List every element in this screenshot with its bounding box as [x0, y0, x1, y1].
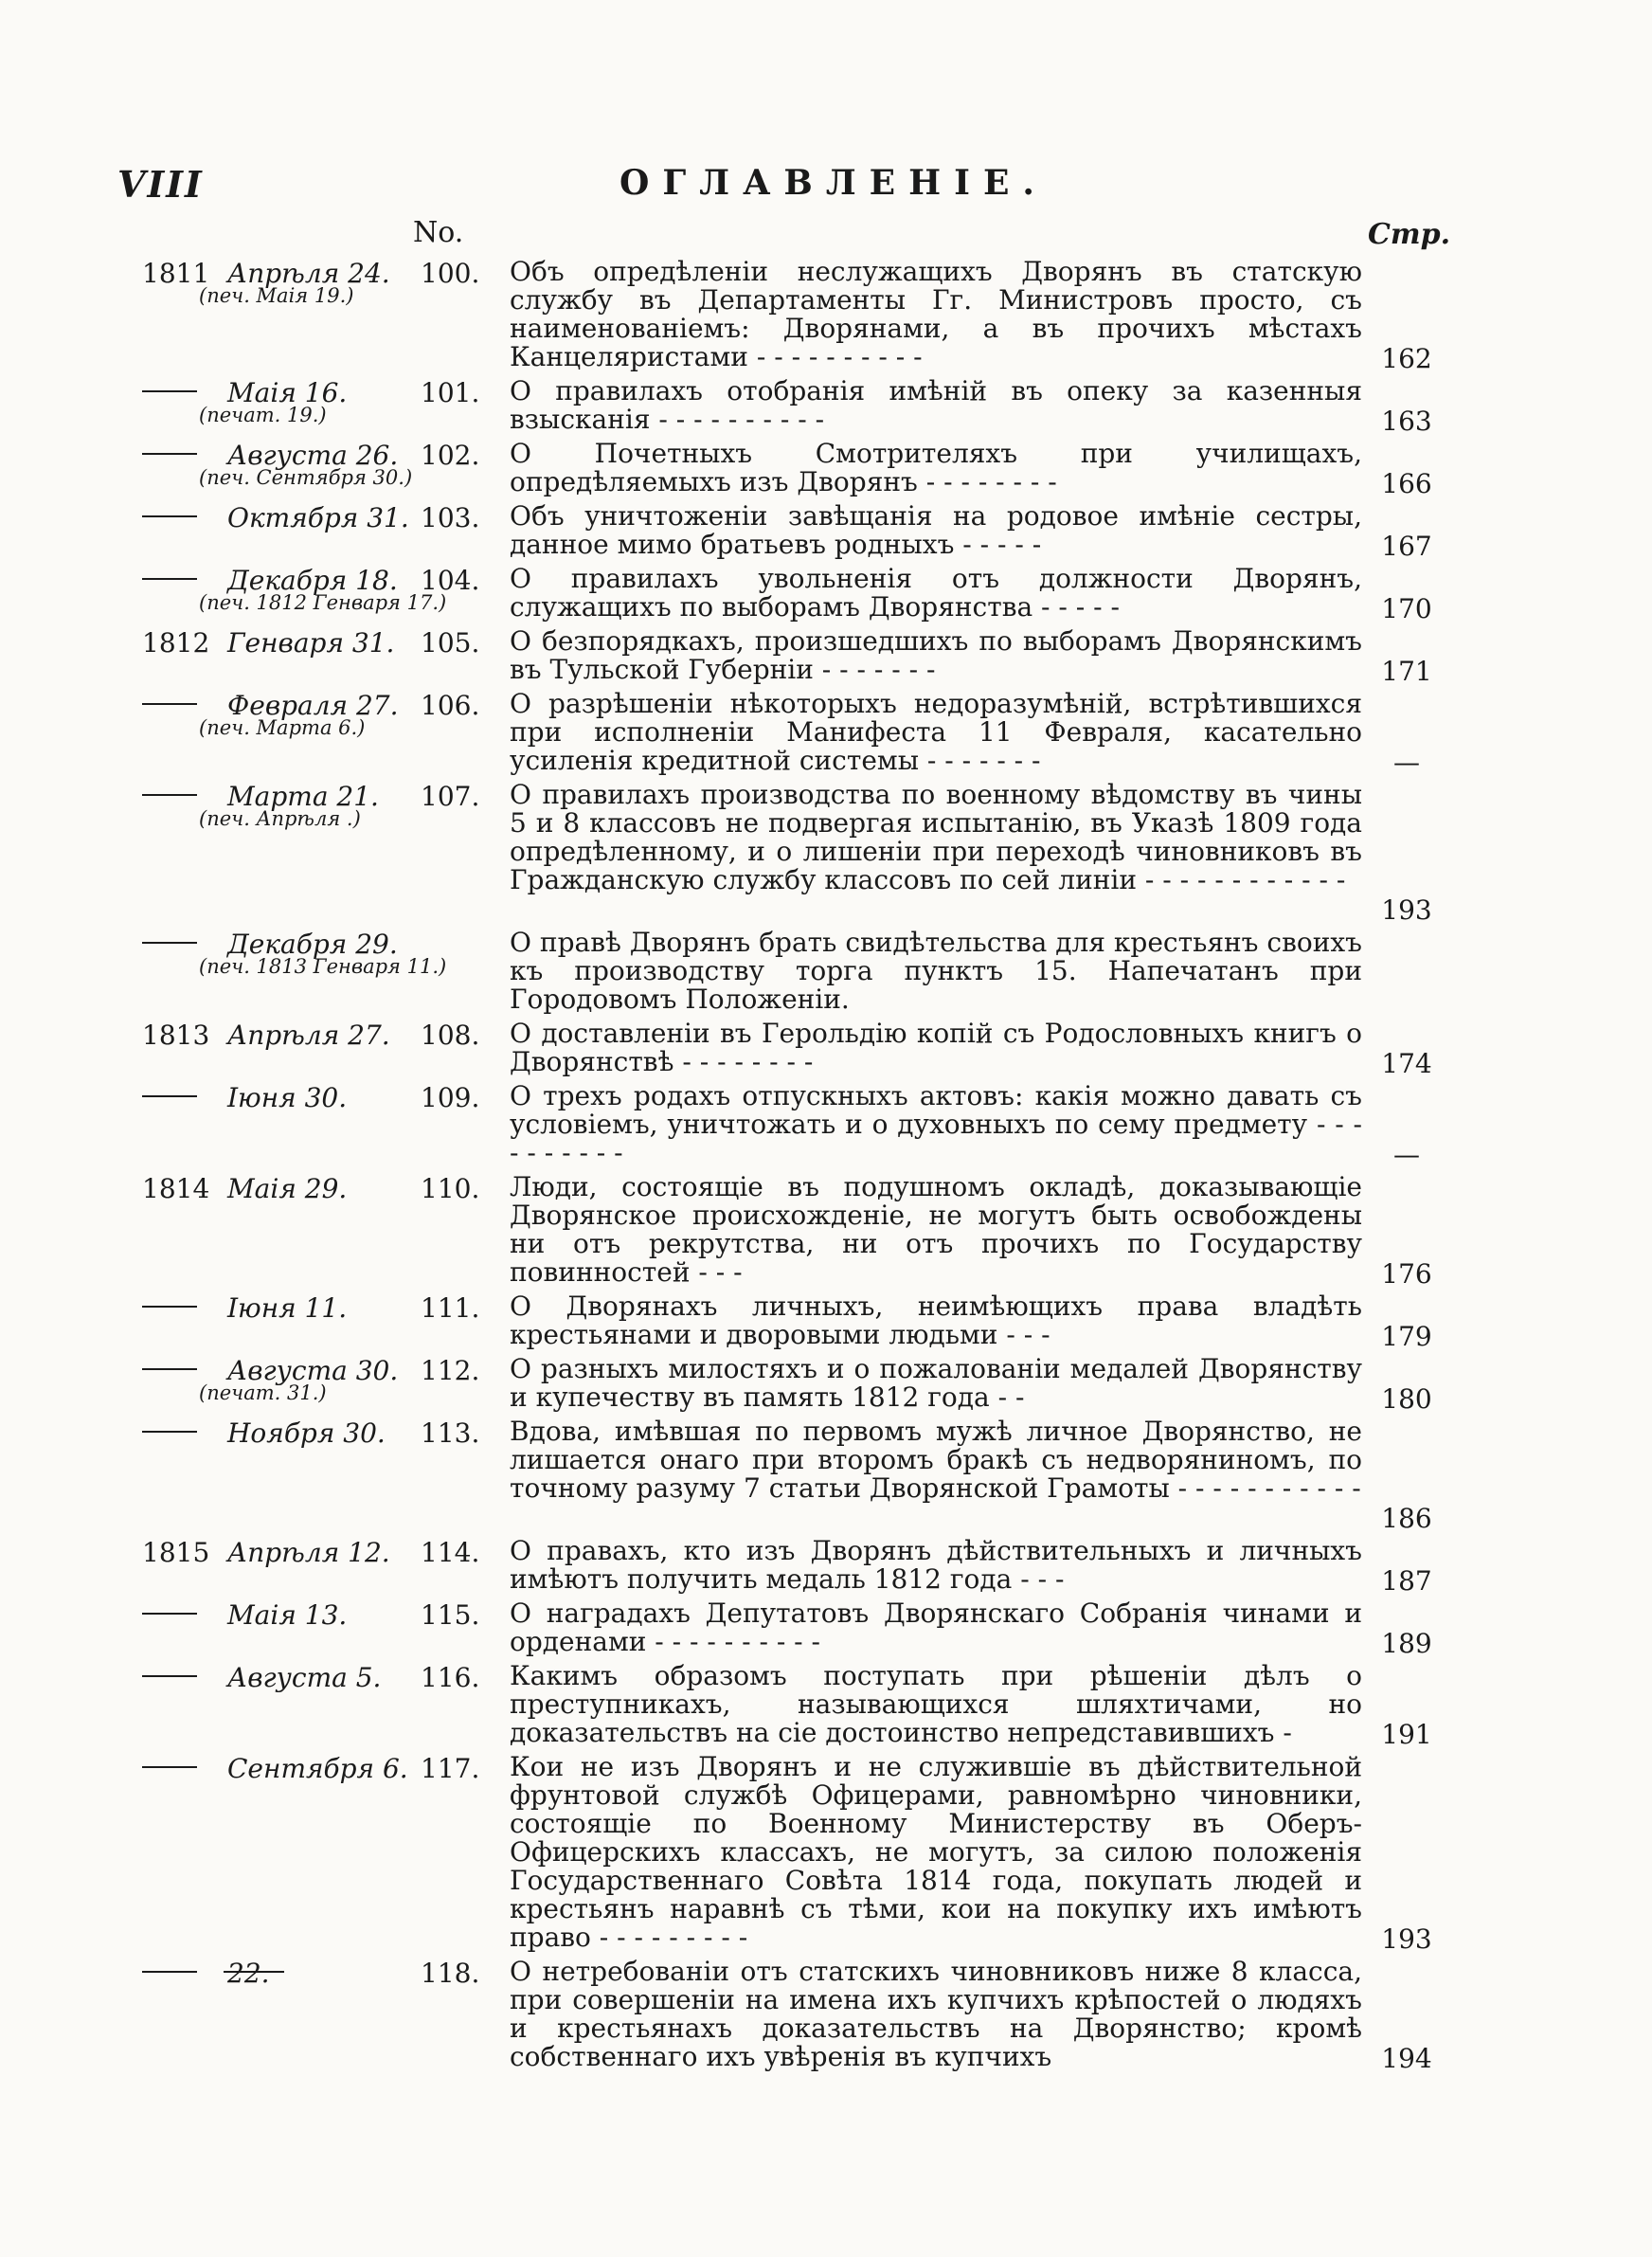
entry-description: О правѣ Дворянъ брать свидѣтельства для крестьянъ своихъ къ производству торга пунктъ 15. Напечатанъ при Городовомъ Положеніи.	[510, 927, 1362, 1015]
ditto-dash	[142, 1613, 197, 1615]
entry-print-note: (печ. Марта 6.)	[199, 716, 366, 739]
entry-date-column	[0, 561, 493, 614]
contents-entry	[0, 1078, 1652, 1170]
entry-description: О правахъ, кто изъ Дворянъ дѣйствительныхъ и личныхъ имѣютъ получить медаль 1812 года - - -	[510, 1535, 1362, 1595]
ditto-dash	[142, 515, 197, 517]
entry-date: Декабря 29.	[227, 929, 398, 960]
entry-page-ref: 174	[1381, 1048, 1432, 1079]
entry-number: 103.	[421, 502, 480, 533]
contents-entry	[0, 623, 1652, 687]
contents-entry	[0, 1658, 1652, 1750]
column-header-number: No.	[413, 216, 464, 249]
entry-description: Люди, состоящіе въ подушномъ окладѣ, доказывающіе Дворянское происхожденіе, не могутъ быть освобождены ни отъ рекрутства, ни отъ прочихъ по Государству повинностей - - -	[510, 1171, 1362, 1288]
entry-page-ref: 193	[1381, 894, 1432, 926]
entry-page-ref: 163	[1381, 406, 1432, 437]
entry-date: Маія 29.	[227, 1173, 348, 1204]
ditto-dash	[142, 1431, 197, 1433]
ditto-dash	[142, 390, 197, 392]
entry-date-column	[0, 1016, 493, 1054]
contents-entry	[0, 1289, 1652, 1352]
entry-description: О правилахъ увольненія отъ должности Дворянъ, служащихъ по выборамъ Дворянства - - - - -	[510, 563, 1362, 623]
entry-description: О разрѣшеніи нѣкоторыхъ недоразумѣній, встрѣтившихся при исполненіи Манифеста 11 Февраля, касательно усиленія кредитной системы - - - - - - -	[510, 688, 1362, 776]
contents-entry	[0, 436, 1652, 497]
entry-page-ref: 171	[1381, 656, 1432, 687]
contents-entry	[0, 498, 1652, 562]
entry-number: 107.	[421, 781, 480, 812]
entry-page-ref: 170	[1381, 593, 1432, 624]
entry-year: 1812	[142, 627, 210, 659]
contents-entry	[0, 925, 1652, 1014]
entry-number: 114.	[421, 1537, 480, 1568]
entry-number: 106.	[421, 690, 480, 721]
entry-description: О доставленіи въ Герольдію копій съ Родословныхъ книгъ о Дворянствѣ - - - - - - - -	[510, 1018, 1362, 1077]
entry-date: Августа 30.	[227, 1355, 399, 1386]
entry-date-column	[0, 1078, 493, 1116]
entry-date: Августа 5.	[227, 1662, 382, 1693]
entry-number: 104.	[421, 565, 480, 596]
entry-date: Октября 31.	[227, 502, 409, 533]
entry-number: 109.	[421, 1082, 480, 1113]
entry-page-ref: 194	[1381, 2043, 1432, 2074]
entry-date: Ноября 30.	[227, 1417, 386, 1449]
ditto-dash	[142, 794, 197, 796]
page-number: VIII	[117, 163, 204, 206]
entry-page-ref: 189	[1381, 1628, 1432, 1659]
entry-year: 1814	[142, 1173, 210, 1204]
entry-description: О правилахъ отобранія имѣній въ опеку за казенныя взысканія - - - - - - - - - -	[510, 375, 1362, 435]
entry-print-note: (печ. 1813 Генваря 11.)	[199, 955, 447, 978]
entry-date-column	[0, 1533, 493, 1571]
entry-date-column	[0, 1954, 493, 1992]
contents-entry	[0, 254, 1652, 374]
entry-description: О трехъ родахъ отпускныхъ актовъ: какія можно давать съ условіемъ, уничтожать и о духовныхъ по сему предмету - - - - - - - - - -	[510, 1080, 1362, 1168]
entry-page-ref: —	[1393, 747, 1420, 778]
entry-number: 115.	[421, 1599, 480, 1631]
entry-date: Декабря 18.	[227, 565, 398, 596]
ditto-dash	[142, 703, 197, 705]
entry-date: Апрѣля 24.	[227, 258, 390, 289]
entry-description: Объ уничтоженіи завѣщанія на родовое имѣніе сестры, данное мимо братьевъ родныхъ - - - - -	[510, 500, 1362, 560]
entry-description: О Почетныхъ Смотрителяхъ при училищахъ, опредѣляемыхъ изъ Дворянъ - - - - - - - -	[510, 438, 1362, 497]
entry-date-column	[0, 777, 493, 830]
entry-date-column	[0, 623, 493, 661]
contents-entry	[0, 1596, 1652, 1659]
entry-year: 1813	[142, 1020, 210, 1051]
entry-description: О Дворянахъ личныхъ, неимѣющихъ права владѣть крестьянами и дворовыми людьми - - -	[510, 1291, 1362, 1350]
entry-number: 110.	[421, 1173, 480, 1204]
entry-date: Сентября 6.	[227, 1753, 408, 1784]
entry-print-note: (печ. Маія 19.)	[199, 284, 354, 307]
entry-number: 118.	[421, 1958, 480, 1989]
entry-date-column	[0, 1658, 493, 1696]
entry-date-column	[0, 925, 493, 978]
contents-entry	[0, 777, 1652, 926]
entry-print-note: (печ. Апрѣля .)	[199, 807, 361, 830]
contents-entry	[0, 561, 1652, 622]
entry-number: 111.	[421, 1292, 480, 1324]
entry-number: 102.	[421, 440, 480, 471]
entry-page-ref: 180	[1381, 1383, 1432, 1415]
contents-entry	[0, 686, 1652, 778]
entry-year: 1811	[142, 258, 210, 289]
entry-description: О разныхъ милостяхъ и о пожалованіи медалей Дворянству и купечеству въ память 1812 года - -	[510, 1353, 1362, 1413]
entry-date-column	[0, 498, 493, 536]
entry-date: Іюня 11.	[227, 1292, 348, 1324]
entry-page-ref: 162	[1381, 343, 1432, 374]
entry-print-note: (печ. 1812 Генваря 17.)	[199, 591, 447, 614]
entry-page-ref: 186	[1381, 1503, 1432, 1534]
entry-page-ref: 176	[1381, 1258, 1432, 1290]
entry-date: Марта 21.	[227, 781, 379, 812]
entry-date-column	[0, 1289, 493, 1327]
entry-date-column	[0, 1749, 493, 1787]
entry-description: Какимъ образомъ поступать при рѣшеніи дѣлъ о преступникахъ, называющихся шляхтичами, но доказательствъ на сіе достоинство непредставившихъ -	[510, 1660, 1362, 1748]
entry-description: О нетребованіи отъ статскихъ чиновниковъ ниже 8 класса, при совершеніи на имена ихъ купчихъ крѣпостей о людяхъ и крестьянахъ доказательствъ на Дворянство; кромѣ собственнаго ихъ увѣренія въ купчихъ	[510, 1956, 1362, 2072]
entry-description: О безпорядкахъ, произшедшихъ по выборамъ Дворянскимъ въ Тульской Губерніи - - - - - - -	[510, 625, 1362, 685]
entry-description: Объ опредѣленіи неслужащихъ Дворянъ въ статскую службу въ Департаменты Гг. Министровъ просто, съ наименованіемъ: Дворянами, а въ прочихъ мѣстахъ Канцеляристами - - - - - - - - - -	[510, 256, 1362, 372]
contents-entry	[0, 1169, 1652, 1290]
contents-entry	[0, 1533, 1652, 1597]
column-header-page: Стр.	[1368, 218, 1451, 251]
contents-entry	[0, 1954, 1652, 2074]
entry-page-ref: 179	[1381, 1321, 1432, 1352]
entry-date-column	[0, 1414, 493, 1452]
ditto-dash	[142, 1766, 197, 1768]
entry-number: 116.	[421, 1662, 480, 1693]
entry-page-ref: 193	[1381, 1923, 1432, 1955]
contents-entry	[0, 1351, 1652, 1415]
entry-description: Вдова, имѣвшая по первомъ мужѣ личное Дворянство, не лишается онаго при второмъ бракѣ съ недворяниномъ, по точному разуму 7 статьи Дворянской Грамоты - - - - - - - - - - -	[510, 1416, 1362, 1504]
entry-number: 108.	[421, 1020, 480, 1051]
ditto-dash	[142, 1368, 197, 1370]
entry-date-column	[0, 436, 493, 489]
entry-date: 22.	[227, 1958, 270, 1989]
entry-date: Февраля 27.	[227, 690, 399, 721]
entry-print-note: (печат. 19.)	[199, 404, 327, 426]
ditto-dash	[142, 1306, 197, 1308]
contents-entry	[0, 1016, 1652, 1079]
entry-date: Апрѣля 27.	[227, 1020, 390, 1051]
entry-page-ref: 166	[1381, 468, 1432, 499]
entry-date: Августа 26.	[227, 440, 399, 471]
entry-page-ref: 167	[1381, 531, 1432, 562]
contents-entry	[0, 1749, 1652, 1955]
entry-date-column	[0, 254, 493, 307]
entry-page-ref: —	[1393, 1139, 1420, 1170]
ditto-dash	[142, 1095, 197, 1097]
entry-print-note: (печ. Сентября 30.)	[199, 466, 413, 489]
contents-entry	[0, 1414, 1652, 1534]
entry-number: 100.	[421, 258, 480, 289]
entry-print-note: (печат. 31.)	[199, 1381, 327, 1404]
entry-page-ref: 187	[1381, 1565, 1432, 1597]
entry-year: 1815	[142, 1537, 210, 1568]
entry-date: Генваря 31.	[227, 627, 395, 659]
ditto-dash	[142, 1675, 197, 1677]
entry-page-ref: 191	[1381, 1719, 1432, 1750]
entry-description: О наградахъ Депутатовъ Дворянскаго Собранія чинами и орденами - - - - - - - - - -	[510, 1598, 1362, 1657]
entry-date: Маія 16.	[227, 377, 348, 408]
entry-number: 117.	[421, 1753, 480, 1784]
entry-number: 112.	[421, 1355, 480, 1386]
entry-date-column	[0, 1351, 493, 1404]
page-title: ОГЛАВЛЕНІЕ.	[620, 163, 1048, 203]
ditto-dash	[142, 942, 197, 944]
contents-entry	[0, 373, 1652, 437]
entry-date-column	[0, 373, 493, 426]
ditto-dash	[142, 578, 197, 580]
entry-date: Маія 13.	[227, 1599, 348, 1631]
entry-number: 113.	[421, 1417, 480, 1449]
entry-description: Кои не изъ Дворянъ и не служившіе въ дѣйствительной фрунтовой службѣ Офицерами, равномѣрно чиновники, состоящіе по Военному Министерству въ Оберъ-Офицерскихъ классахъ, не могутъ, за силою положенія Государственнаго Совѣта 1814 года, покупать людей и крестьянъ наравнѣ съ тѣми, кои на покупку ихъ имѣютъ право - - - - - - - - -	[510, 1751, 1362, 1953]
entry-date-column	[0, 1169, 493, 1207]
entry-number: 105.	[421, 627, 480, 659]
entry-number: 101.	[421, 377, 480, 408]
entry-description: О правилахъ производства по военному вѣдомству въ чины 5 и 8 классовъ не подвергая испытанію, въ Указѣ 1809 года опредѣленному, и о лишеніи при переходѣ чиновниковъ въ Гражданскую службу классовъ по сей линіи - - - - - - - - - - - -	[510, 779, 1362, 895]
entry-date-column	[0, 686, 493, 739]
entry-date: Іюня 30.	[227, 1082, 348, 1113]
entry-date-column	[0, 1596, 493, 1634]
ditto-dash	[142, 1971, 197, 1973]
entry-date: Апрѣля 12.	[227, 1537, 390, 1568]
ditto-dash	[142, 453, 197, 455]
